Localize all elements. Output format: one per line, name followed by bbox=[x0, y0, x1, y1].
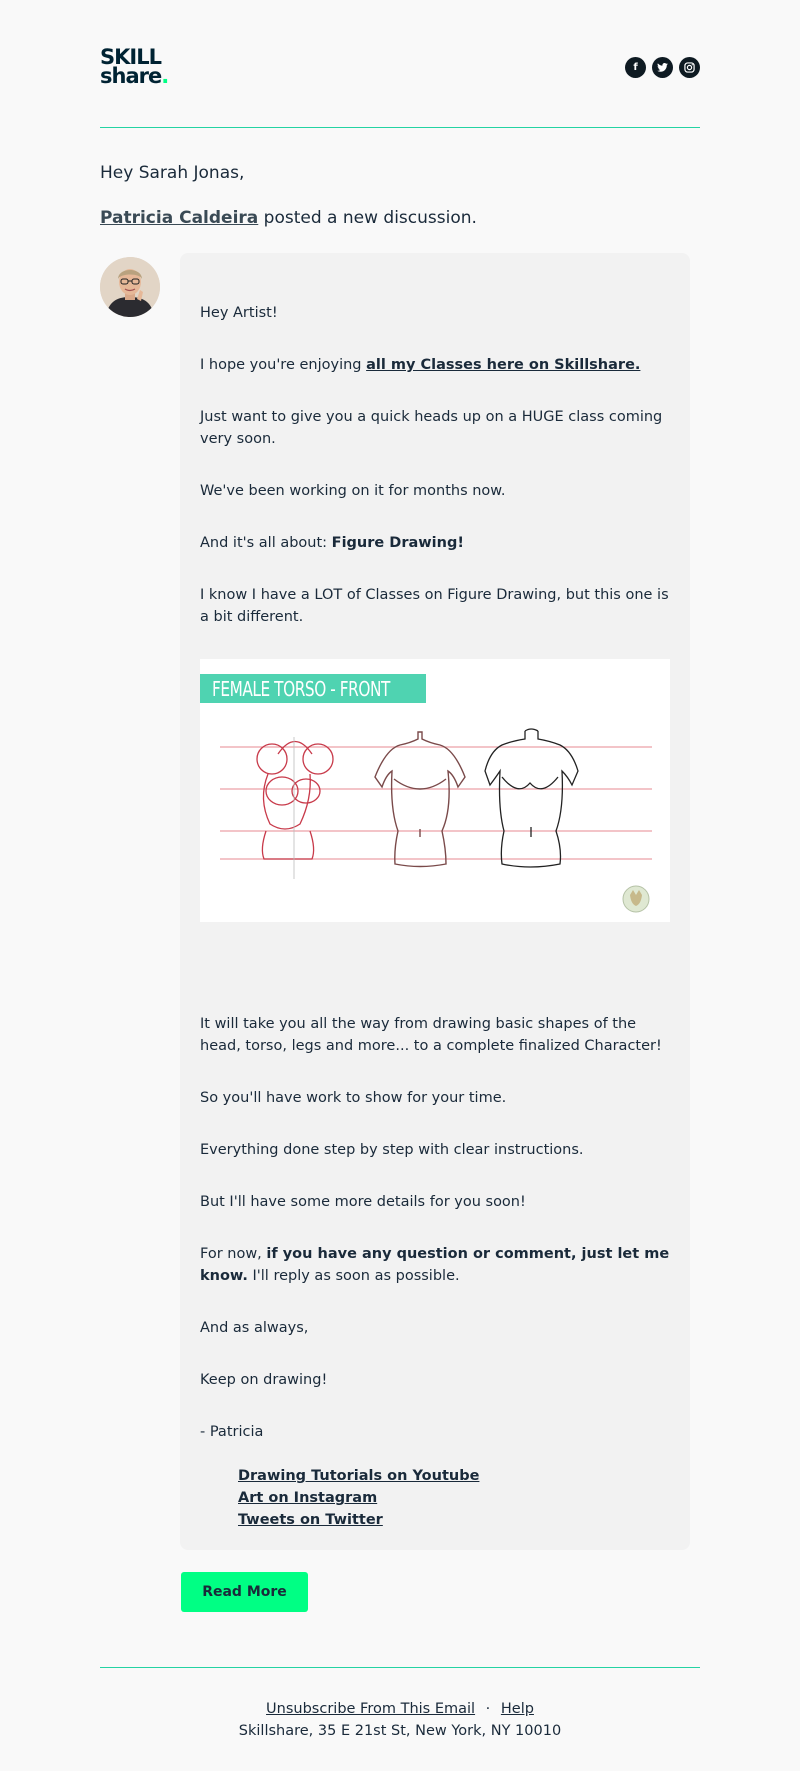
footer-links bbox=[0, 1701, 800, 1717]
message-p11: For now, if you have any question or comment, just let me know. I'll reply as soon as possible. bbox=[200, 1246, 670, 1284]
social-links bbox=[625, 57, 700, 78]
read-more-button[interactable]: Read More bbox=[181, 1572, 308, 1612]
header-divider bbox=[100, 127, 700, 128]
post-action: posted a new discussion. bbox=[258, 208, 477, 228]
message-p1: Hey Artist! bbox=[200, 305, 278, 321]
figure-drawing-image bbox=[200, 659, 670, 922]
twitter-link[interactable]: Tweets on Twitter bbox=[238, 1512, 383, 1528]
logo-bottom: share. bbox=[100, 64, 169, 88]
instagram-link[interactable]: Art on Instagram bbox=[238, 1490, 378, 1506]
author-links bbox=[238, 1465, 479, 1531]
message-p7: It will take you all the way from drawing basic shapes of the head, torso, legs and more... to a complete finalized Character! bbox=[200, 1016, 662, 1054]
twitter-icon[interactable] bbox=[652, 57, 673, 78]
author-avatar[interactable] bbox=[100, 257, 160, 317]
message-p9: Everything done step by step with clear instructions. bbox=[200, 1142, 584, 1158]
footer-address: Skillshare, 35 E 21st St, New York, NY 10010 bbox=[238, 1723, 562, 1739]
logo-top: SKILL bbox=[100, 45, 161, 69]
figure-title: FEMALE TORSO - FRONT bbox=[212, 677, 390, 701]
unsubscribe-link[interactable]: Unsubscribe From This Email bbox=[266, 1701, 476, 1717]
message-p10: But I'll have some more details for you soon! bbox=[200, 1194, 526, 1210]
torso-sketches bbox=[200, 659, 670, 922]
youtube-link[interactable]: Drawing Tutorials on Youtube bbox=[238, 1468, 480, 1484]
footer-divider bbox=[100, 1667, 700, 1668]
message-p13: Keep on drawing! bbox=[200, 1372, 328, 1388]
message-p3: Just want to give you a quick heads up on a HUGE class coming very soon. bbox=[200, 409, 663, 447]
greeting: Hey Sarah Jonas, bbox=[100, 163, 245, 183]
author-link[interactable]: Patricia Caldeira bbox=[100, 208, 259, 228]
message-p5: And it's all about: Figure Drawing! bbox=[200, 535, 464, 551]
message-p12: And as always, bbox=[200, 1320, 309, 1336]
instagram-icon[interactable] bbox=[679, 57, 700, 78]
message-p14: - Patricia bbox=[200, 1424, 264, 1440]
facebook-icon[interactable]: f bbox=[625, 57, 646, 78]
post-notice bbox=[100, 208, 477, 228]
message-p6: I know I have a LOT of Classes on Figure Drawing, but this one is a bit different. bbox=[200, 587, 669, 625]
message-p2: I hope you're enjoying all my Classes here on Skillshare. bbox=[200, 357, 641, 373]
classes-link[interactable]: all my Classes here on Skillshare. bbox=[366, 357, 641, 373]
message-p4: We've been working on it for months now. bbox=[200, 483, 506, 499]
message-p8: So you'll have work to show for your time. bbox=[200, 1090, 507, 1106]
footer-separator: · bbox=[485, 1701, 491, 1717]
help-link[interactable]: Help bbox=[500, 1701, 534, 1717]
skillshare-logo[interactable] bbox=[100, 45, 180, 90]
